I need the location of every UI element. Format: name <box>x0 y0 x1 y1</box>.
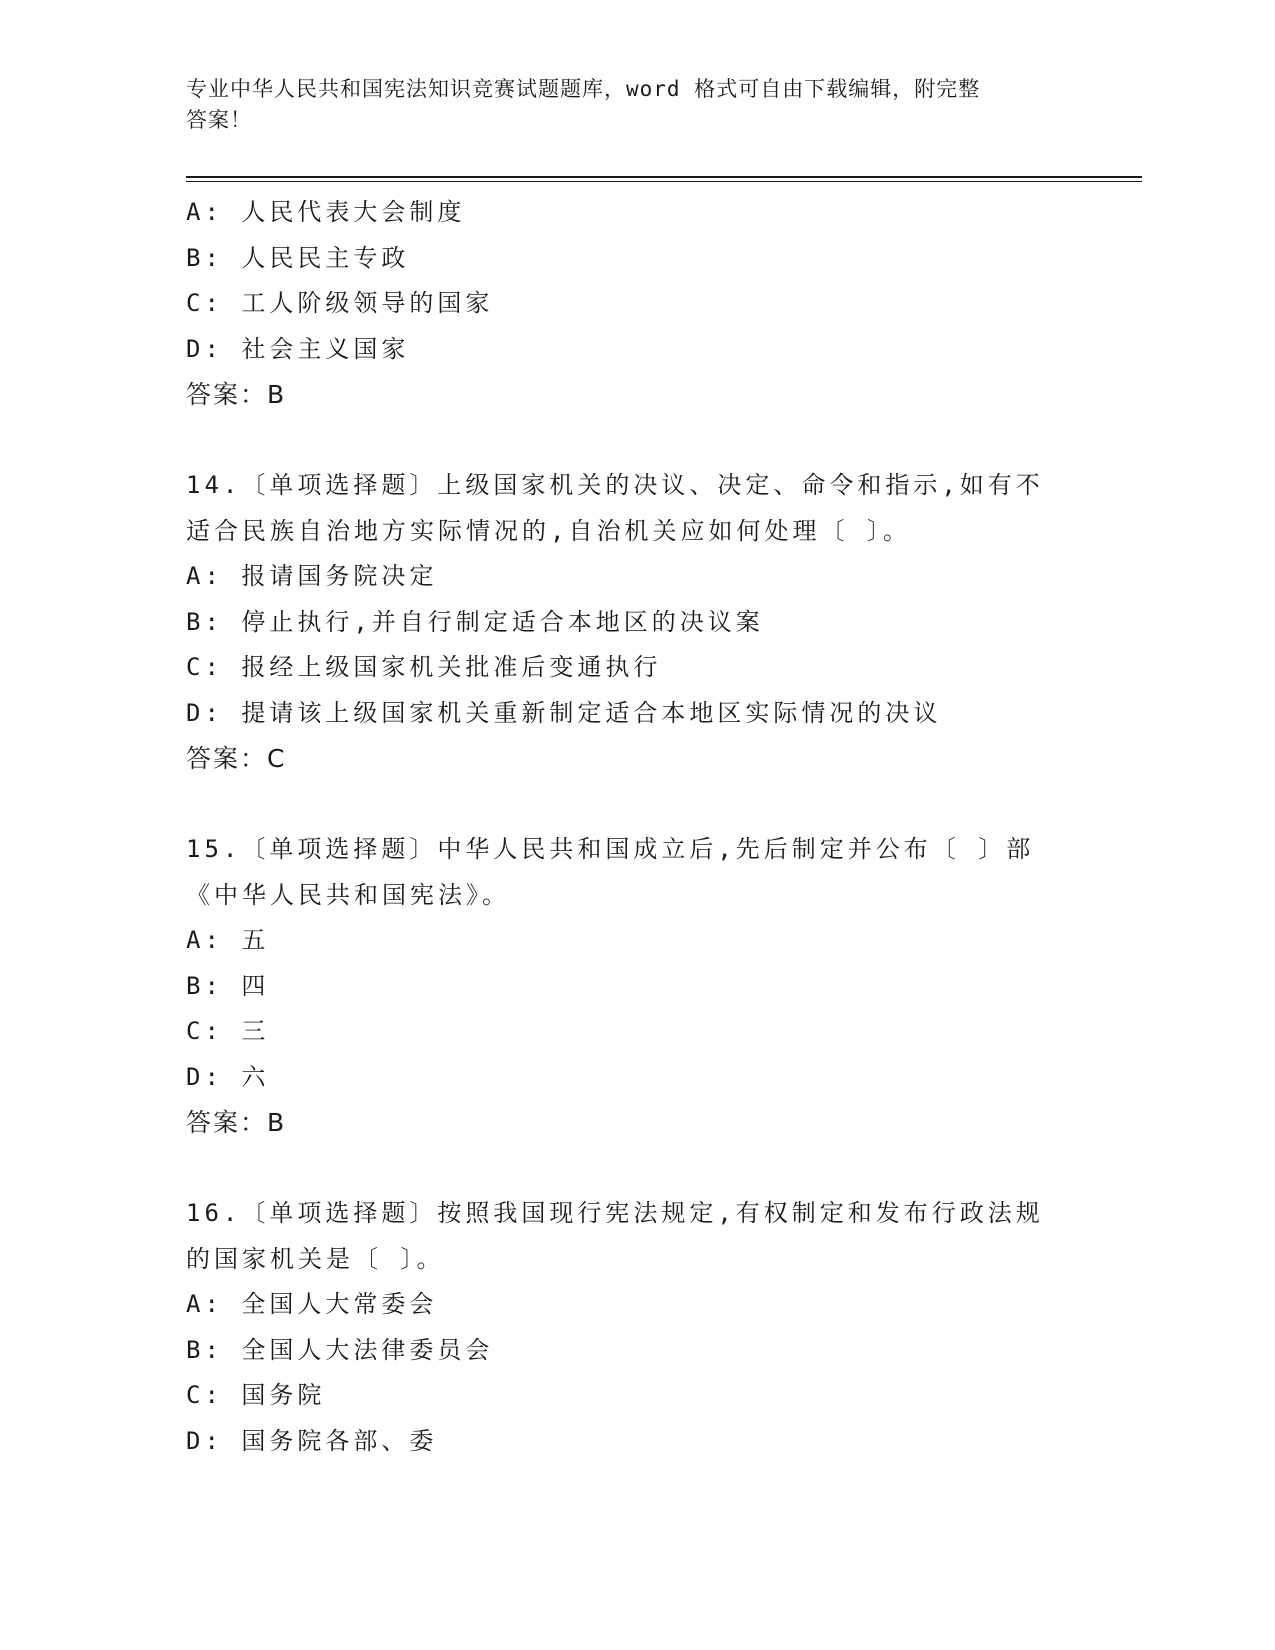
spacer <box>186 418 1066 464</box>
option-d: D: 国务院各部、委 <box>186 1426 438 1455</box>
document-header <box>186 74 1066 136</box>
question-stem-line-1: 14.〔单项选择题〕上级国家机关的决议、决定、命令和指示,如有不 <box>186 471 1044 499</box>
option-c: C: 工人阶级领导的国家 <box>186 289 494 317</box>
question-14 <box>186 463 1066 782</box>
answer-label: 答案：C <box>186 744 287 773</box>
question-list <box>186 190 1066 1464</box>
question-stem-line-2: 的国家机关是〔 〕。 <box>186 1244 445 1273</box>
option-a: A: 报请国务院决定 <box>186 562 438 590</box>
question-stem-line-1: 15.〔单项选择题〕中华人民共和国成立后,先后制定并公布〔 〕部 <box>186 835 1035 863</box>
option-c: C: 报经上级国家机关批准后变通执行 <box>186 653 662 681</box>
option-a: A: 人民代表大会制度 <box>186 198 466 226</box>
spacer <box>186 782 1066 828</box>
spacer <box>186 1146 1066 1192</box>
option-c: C: 三 <box>186 1017 270 1045</box>
header-line-2: 答案！ <box>186 108 252 132</box>
option-d: D: 提请该上级国家机关重新制定适合本地区实际情况的决议 <box>186 698 942 727</box>
header-divider-thick <box>186 176 1142 178</box>
option-a: A: 全国人大常委会 <box>186 1290 438 1318</box>
option-b: B: 四 <box>186 971 270 1000</box>
option-b: B: 停止执行,并自行制定适合本地区的决议案 <box>186 607 764 636</box>
option-b: B: 全国人大法律委员会 <box>186 1335 494 1364</box>
answer-label: 答案：B <box>186 1108 287 1137</box>
question-stem-line-2: 适合民族自治地方实际情况的,自治机关应如何处理〔 〕。 <box>186 516 911 545</box>
option-b: B: 人民民主专政 <box>186 243 410 272</box>
option-a: A: 五 <box>186 926 270 954</box>
option-d: D: 六 <box>186 1062 270 1091</box>
question-stem-line-1: 16.〔单项选择题〕按照我国现行宪法规定,有权制定和发布行政法规 <box>186 1199 1044 1227</box>
question-stem-line-2: 《中华人民共和国宪法》。 <box>186 880 510 909</box>
option-c: C: 国务院 <box>186 1381 326 1409</box>
question-16 <box>186 1191 1066 1464</box>
option-d: D: 社会主义国家 <box>186 334 410 363</box>
header-line-1: 专业中华人民共和国宪法知识竞赛试题题库，word 格式可自由下载编辑，附完整 <box>186 77 981 101</box>
answer-label: 答案：B <box>186 380 287 409</box>
question-13 <box>186 190 1066 418</box>
header-divider-thin <box>186 181 1142 182</box>
question-15 <box>186 827 1066 1146</box>
